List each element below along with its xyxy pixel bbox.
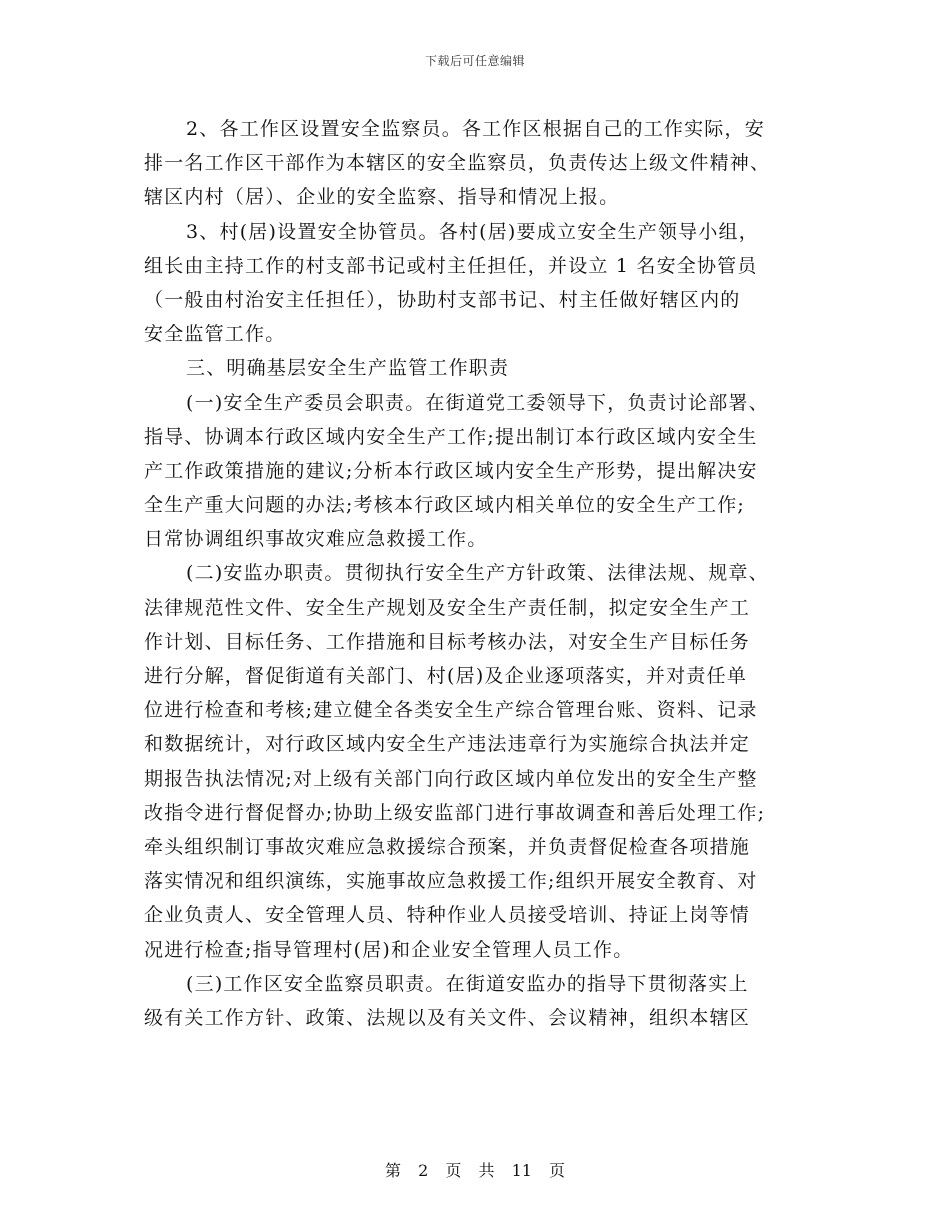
text-line: (三)工作区安全监察员职责。在街道安监办的指导下贯彻落实上 (186, 972, 749, 995)
page-header: 下载后可任意编辑 (424, 54, 525, 68)
text-line: 组长由主持工作的村支部书记或村主任担任，并设立 1 名安全协管员 (144, 254, 758, 277)
page-footer (0, 1158, 950, 1181)
text-line: 作计划、目标任务、工作措施和目标考核办法，对安全生产目标任务 (144, 630, 751, 653)
text-line: 牵头组织制订事故灾难应急救援综合预案，并负责督促检查各项措施 (144, 835, 751, 858)
paragraph (144, 386, 812, 557)
paragraph (144, 967, 812, 1035)
paragraph (144, 215, 812, 352)
current-page-number: 2 (418, 1161, 429, 1180)
text-line: (二)安监办职责。贯彻执行安全生产方针政策、法律法规、规章、 (186, 562, 769, 585)
text-line: 改指令进行督促督办;协助上级安监部门进行事故调查和善后处理工作; (144, 801, 766, 824)
text-line: 级有关工作方针、政策、法规以及有关文件、会议精神，组织本辖区 (144, 1006, 751, 1029)
paragraph (144, 556, 812, 966)
text-line: 2、各工作区设置安全监察员。各工作区根据自己的工作实际，安 (186, 118, 765, 140)
total-label: 共 (478, 1161, 495, 1180)
text-line: （一般由村治安主任担任），协助村支部书记、村主任做好辖区内的 (144, 288, 741, 311)
text-line: 进行分解，督促街道有关部门、村(居)及企业逐项落实，并对责任单 (144, 665, 748, 687)
section-heading-text: 三、明确基层安全生产监管工作职责 (186, 357, 510, 380)
text-line: 安全监管工作。 (144, 323, 286, 346)
text-line: 况进行检查;指导管理村(居)和企业安全管理人员工作。 (144, 938, 634, 961)
page-label-suffix: 页 (549, 1161, 566, 1180)
text-line: 3、村(居)设置安全协管员。各村(居)要成立安全生产领导小组， (186, 220, 759, 243)
text-line: 排一名工作区干部作为本辖区的安全监察员，负责传达上级文件精神、 (144, 152, 771, 175)
text-line: 法律规范性文件、安全生产规划及安全生产责任制，拟定安全生产工 (144, 596, 751, 619)
text-line: 产工作政策措施的建议;分析本行政区域内安全生产形势，提出解决安 (144, 459, 758, 482)
section-heading (144, 351, 812, 385)
text-line: 落实情况和组织演练，实施事故应急救援工作;组织开展安全教育、对 (144, 870, 758, 893)
text-line: 指导、协调本行政区域内安全生产工作;提出制订本行政区域内安全生 (144, 425, 758, 448)
text-line: (一)安全生产委员会职责。在街道党工委领导下，负责讨论部署、 (186, 391, 769, 414)
text-line: 企业负责人、安全管理人员、特种作业人员接受培训、持证上岗等情 (144, 904, 751, 927)
text-line: 和数据统计，对行政区域内安全生产违法违章行为实施综合执法并定 (144, 733, 751, 756)
paragraph (144, 112, 812, 215)
text-line: 日常协调组织事故灾难应急救援工作。 (144, 528, 488, 551)
page-label-prefix: 第 (384, 1161, 401, 1180)
text-line: 辖区内村（居）、企业的安全监察、指导和情况上报。 (144, 186, 620, 209)
text-line: 位进行检查和考核;建立健全各类安全生产综合管理台账、资料、记录 (144, 699, 758, 722)
text-line: 期报告执法情况;对上级有关部门向行政区域内单位发出的安全生产整 (144, 767, 758, 790)
text-line: 全生产重大问题的办法;考核本行政区域内相关单位的安全生产工作; (144, 494, 746, 517)
total-pages-number: 11 (511, 1161, 532, 1180)
document-body (144, 112, 812, 1035)
page-label-mid: 页 (445, 1161, 462, 1180)
